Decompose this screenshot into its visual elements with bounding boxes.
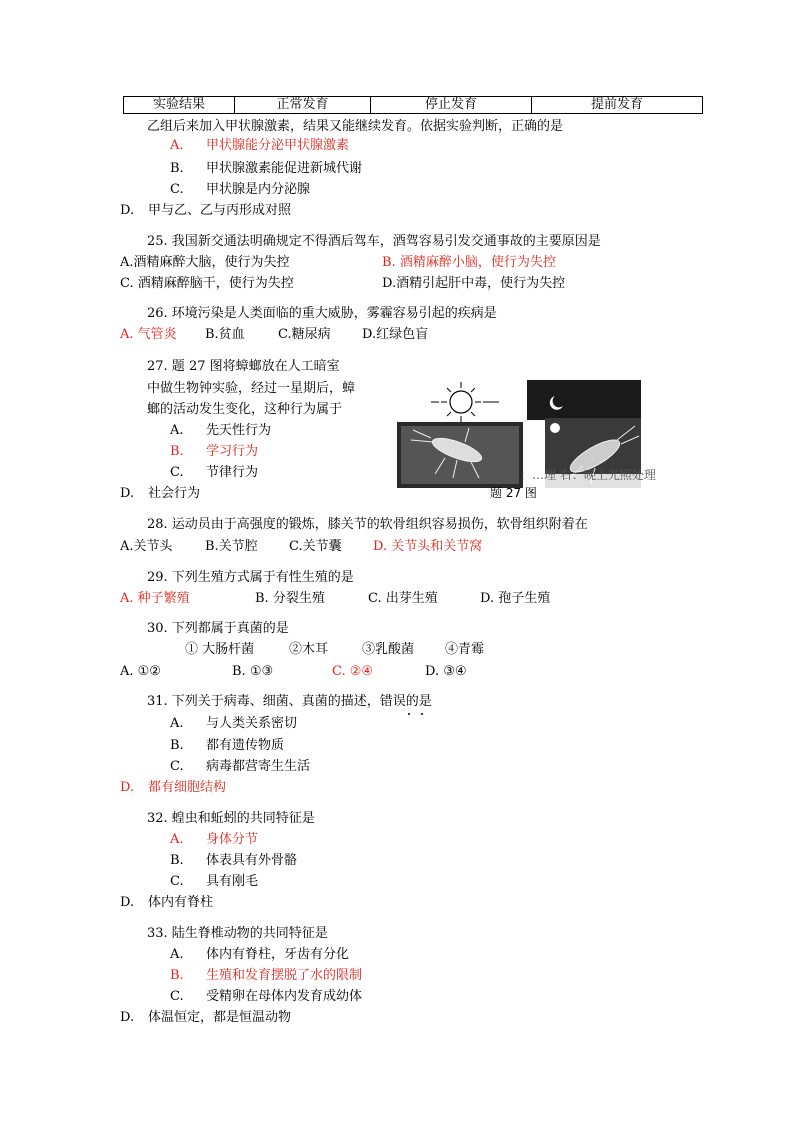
q26-option-c: C.糖尿病 (278, 327, 331, 342)
q27-option-a-label: A. (170, 423, 184, 438)
q24-option-c-label: C. (170, 182, 184, 197)
q32-stem: 32. 蝗虫和蚯蚓的共同特征是 (147, 811, 315, 826)
q32-option-c: 具有刚毛 (206, 874, 259, 889)
q26-option-b: B.贫血 (205, 327, 245, 342)
q30-option-b: B. ①③ (232, 664, 274, 679)
emphasis-dot (421, 713, 423, 715)
q31-stem: 31. 下列关于病毒、细菌、真菌的描述，错误的是 (147, 694, 432, 709)
q31-option-a-label: A. (170, 716, 184, 731)
q27-stem-line1: 27. 题 27 图将蟑螂放在人工暗室 (147, 359, 340, 374)
q29-option-a: A. 种子繁殖 (120, 591, 190, 606)
q33-option-a-label: A. (170, 947, 184, 962)
q25-option-c: C. 酒精麻醉脑干，使行为失控 (120, 276, 294, 291)
q29-option-b: B. 分裂生殖 (255, 591, 325, 606)
q32-option-a-label: A. (170, 832, 184, 847)
lamp-icon (550, 423, 560, 433)
q31-option-c: 病毒都营寄生生活 (206, 759, 311, 774)
q33-option-d: 体温恒定，都是恒温动物 (148, 1010, 292, 1025)
q27-option-b: 学习行为 (206, 444, 259, 459)
q32-option-a: 身体分节 (206, 832, 259, 847)
q33-option-b: 生殖和发育摆脱了水的限制 (206, 968, 363, 983)
figure-title: 题 27 图 (490, 486, 537, 500)
q29-option-d: D. 孢子生殖 (480, 591, 551, 606)
q32-option-d-label: D. (120, 895, 135, 910)
table-row (124, 97, 703, 114)
q33-stem: 33. 陆生脊椎动物的共同特征是 (147, 926, 328, 941)
q25-stem: 25. 我国新交通法明确规定不得酒后驾车，酒驾容易引发交通事故的主要原因是 (147, 234, 601, 249)
q30-item-1: ① 大肠杆菌 (185, 642, 255, 657)
q28-option-d: D. 关节头和关节窝 (373, 539, 483, 554)
q30-option-c: C. ②④ (332, 664, 374, 679)
q30-item-3: ③乳酸菌 (362, 642, 415, 657)
q27-option-c: 节律行为 (206, 465, 259, 480)
q33-option-c-label: C. (170, 989, 184, 1004)
q30-stem: 30. 下列都属于真菌的是 (147, 621, 289, 636)
q33-option-d-label: D. (120, 1010, 135, 1025)
q33-option-c: 受精卵在母体内发育成幼体 (206, 989, 363, 1004)
q28-option-b: B.关节腔 (205, 539, 258, 554)
table-cell: 提前发育 (532, 97, 703, 114)
q24-option-d-label: D. (120, 203, 135, 218)
q33-option-a: 体内有脊柱，牙齿有分化 (206, 947, 350, 962)
q25-option-a: A.酒精麻醉大脑，使行为失控 (120, 255, 290, 270)
q31-option-b: 都有遗传物质 (206, 738, 285, 753)
q30-item-4: ④青霉 (445, 642, 485, 657)
q30-item-2: ②木耳 (289, 642, 329, 657)
q28-option-c: C.关节囊 (289, 539, 342, 554)
q27-stem-line2: 中做生物钟实验，经过一星期后，蟑 (147, 381, 356, 396)
q26-option-a: A. 气管炎 (120, 327, 177, 342)
q29-stem: 29. 下列生殖方式属于有性生殖的是 (147, 570, 354, 585)
q31-option-d-label: D. (120, 780, 135, 795)
q31-option-b-label: B. (170, 738, 184, 753)
emphasis-dot (408, 713, 410, 715)
q31-option-c-label: C. (170, 759, 184, 774)
q28-stem: 28. 运动员由于高强度的锻炼，膝关节的软骨组织容易损伤，软骨组织附着在 (147, 517, 588, 532)
sun-icon (431, 382, 499, 422)
q32-option-b-label: B. (170, 853, 184, 868)
q32-option-d: 体内有脊柱 (148, 895, 214, 910)
q29-option-c: C. 出芽生殖 (368, 591, 438, 606)
results-table (123, 96, 703, 114)
q24-option-c: 甲状腺是内分泌腺 (206, 182, 311, 197)
q27-option-b-label: B. (170, 444, 184, 459)
q32-option-b: 体表具有外骨骼 (206, 853, 298, 868)
q24-option-b: 甲状腺激素能促进新城代谢 (206, 161, 363, 176)
q26-stem: 26. 环境污染是人类面临的重大威胁，雾霾容易引起的疾病是 (147, 306, 497, 321)
q24-option-b-label: B. (170, 161, 184, 176)
q26-option-d: D.红绿色盲 (362, 327, 429, 342)
q27-stem-line3: 螂的活动发生变化，这种行为属于 (147, 402, 343, 417)
table-cell: 实验结果 (124, 97, 235, 114)
q27-option-d-label: D. (120, 486, 135, 501)
table-cell: 正常发育 (235, 97, 371, 114)
q28-option-a: A.关节头 (120, 539, 173, 554)
q31-option-d: 都有细胞结构 (148, 780, 227, 795)
figure-caption: 左：…理 右：晚上光照处理 (508, 468, 656, 482)
q32-option-c-label: C. (170, 874, 184, 889)
table-cell: 停止发育 (371, 97, 532, 114)
q30-option-d: D. ③④ (425, 664, 467, 679)
intro-text: 乙组后来加入甲状腺激素，结果又能继续发育。依据实验判断，正确的是 (147, 119, 564, 134)
q25-option-b: B. 酒精麻醉小脑，使行为失控 (382, 255, 556, 270)
q25-option-d: D.酒精引起肝中毒，使行为失控 (382, 276, 566, 291)
q27-option-d: 社会行为 (148, 486, 201, 501)
q30-option-a: A. ①② (120, 664, 161, 679)
q31-option-a: 与人类关系密切 (206, 716, 298, 731)
q24-option-a: 甲状腺能分泌甲状腺激素 (206, 138, 350, 153)
q24-option-a-label: A. (170, 138, 184, 153)
q24-option-d: 甲与乙、乙与丙形成对照 (148, 203, 292, 218)
q27-option-a: 先天性行为 (206, 423, 272, 438)
q27-option-c-label: C. (170, 465, 184, 480)
q33-option-b-label: B. (170, 968, 184, 983)
